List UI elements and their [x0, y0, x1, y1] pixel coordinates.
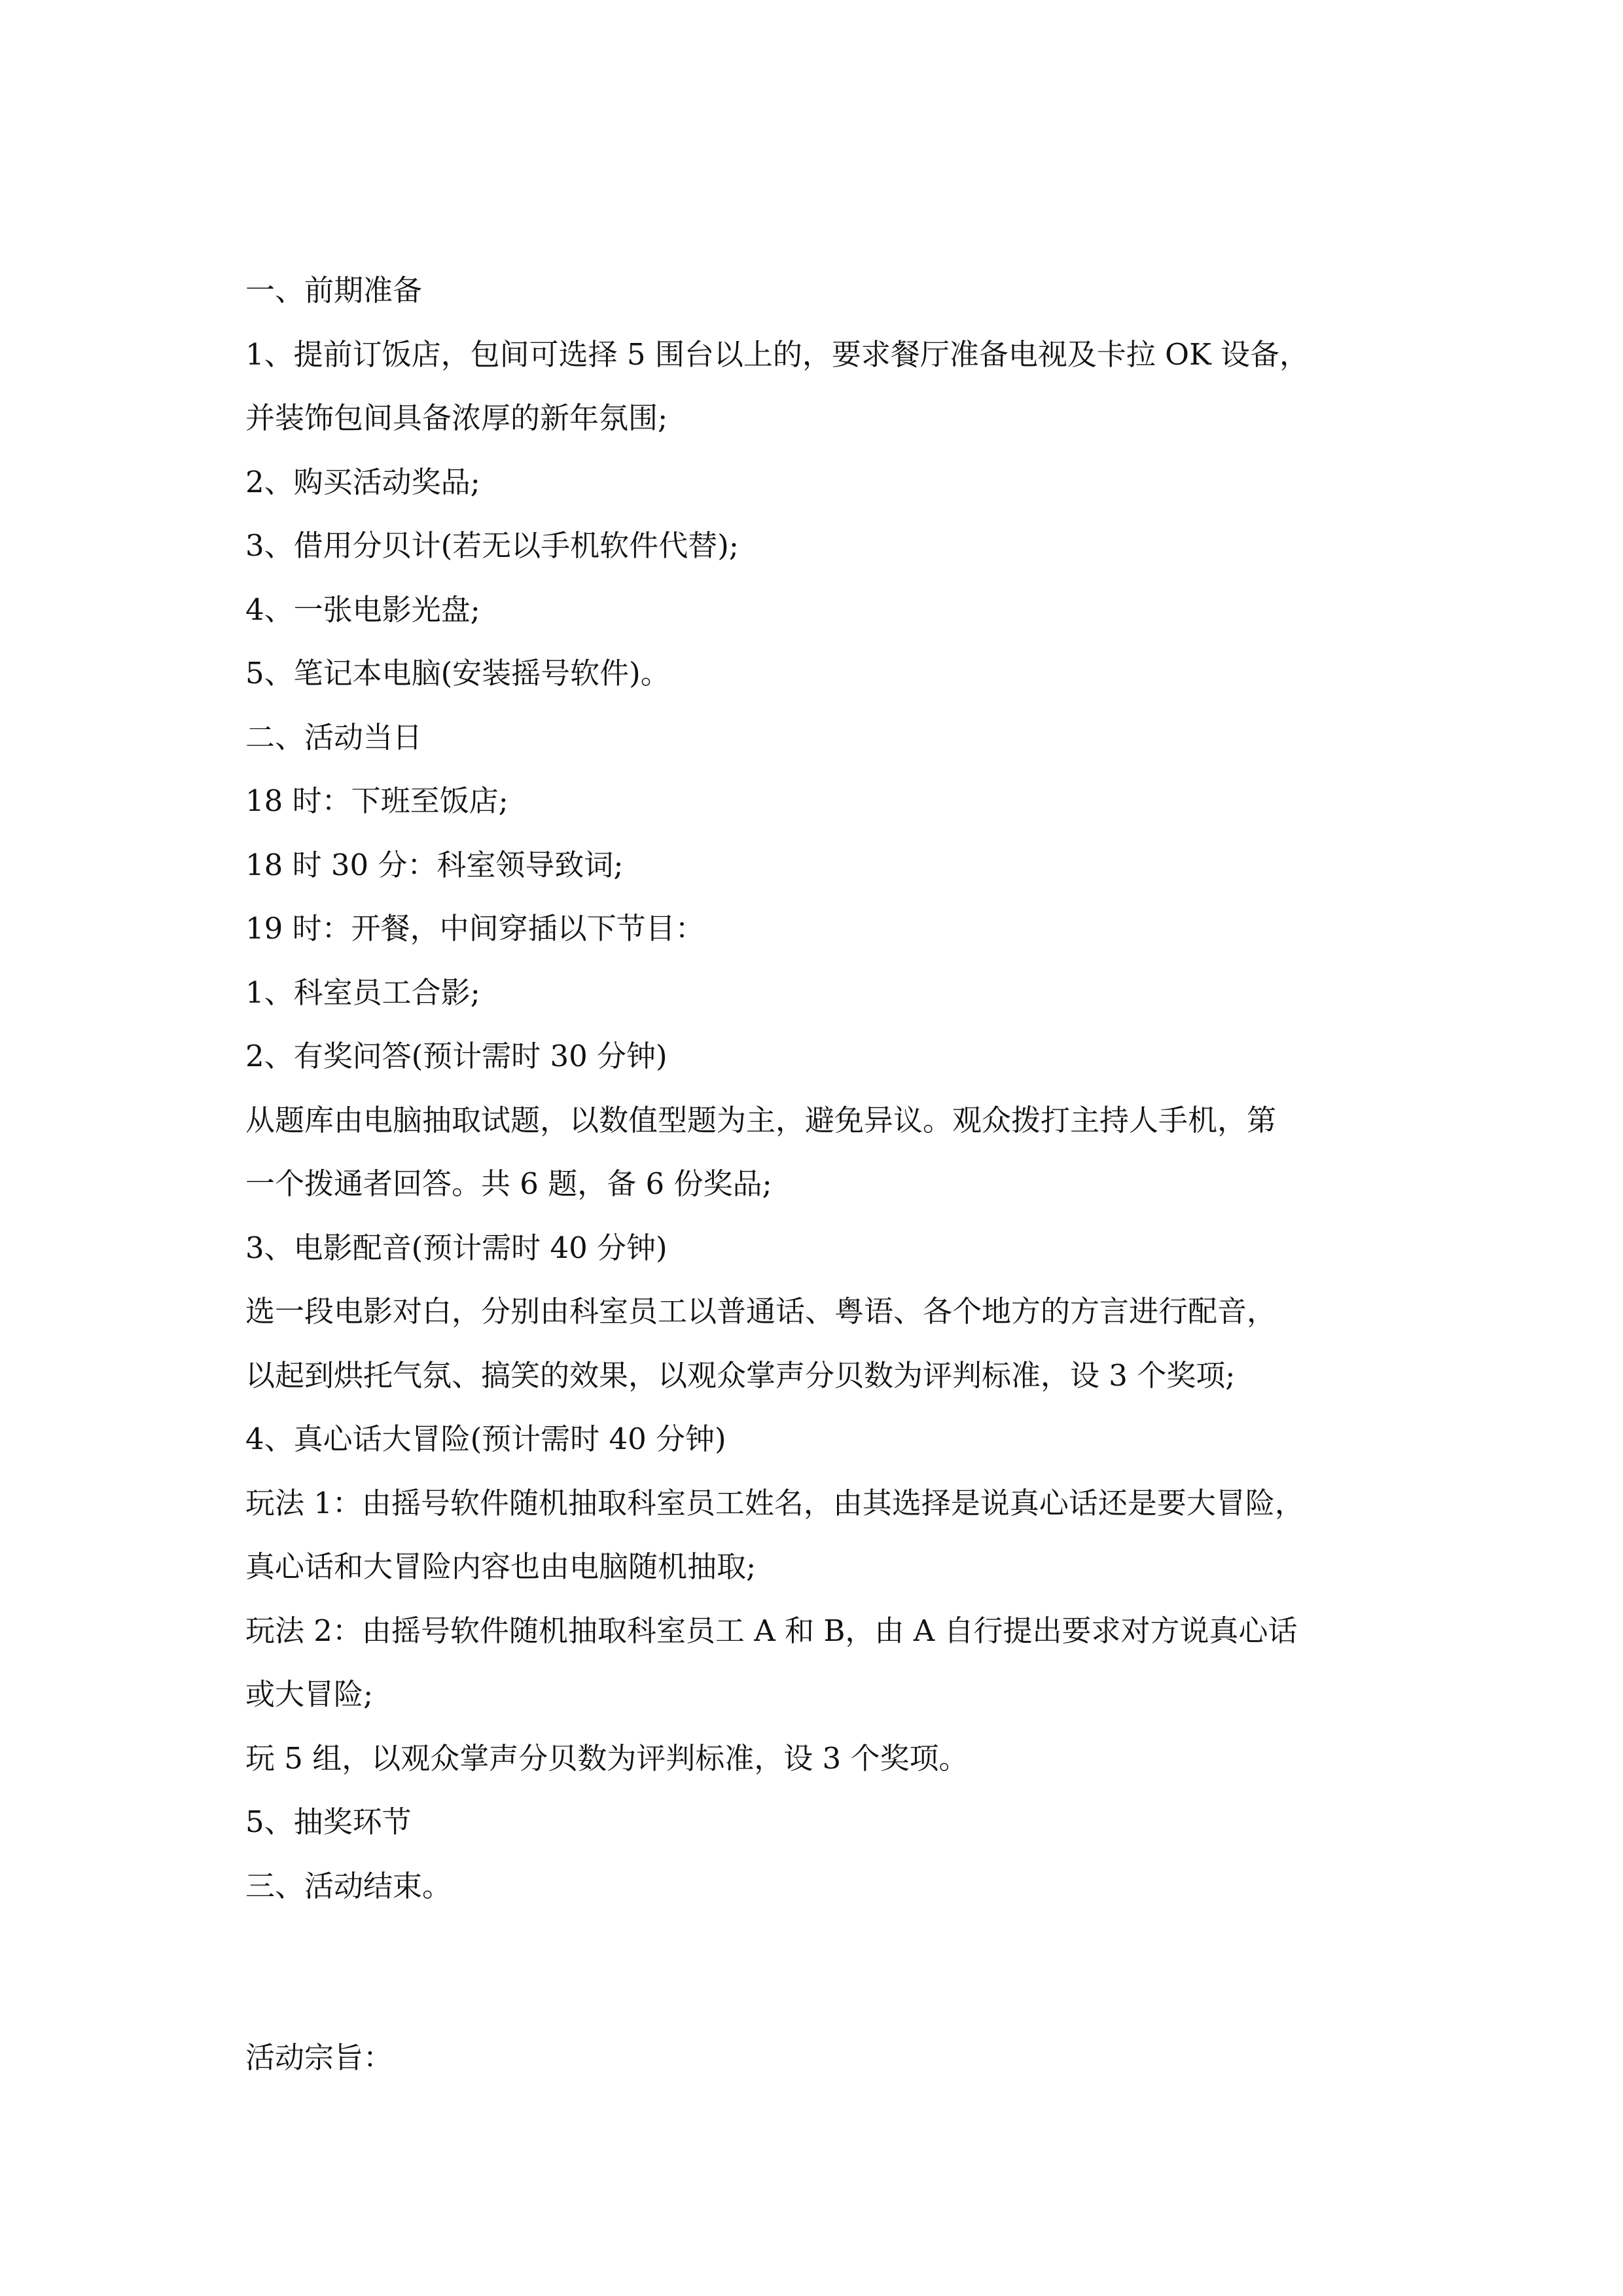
text-line: 或大冒险; — [245, 1677, 374, 1712]
text-line: 18 时：下班至饭店; — [245, 783, 508, 818]
text-line: 2、有奖问答(预计需时 30 分钟) — [245, 1039, 668, 1073]
text-line: 18 时 30 分：科室领导致词; — [245, 847, 624, 882]
text-line: 4、真心话大冒险(预计需时 40 分钟) — [245, 1422, 726, 1456]
text-line: 玩 5 组，以观众掌声分贝数为评判标准，设 3 个奖项。 — [245, 1740, 969, 1776]
text-line: 5、抽奖环节 — [245, 1804, 412, 1839]
text-line: 选一段电影对白，分别由科室员工以普通话、粤语、各个地方的方言进行配音， — [245, 1294, 1277, 1329]
section-heading-event-day: 二、活动当日 — [245, 719, 423, 755]
text-line: 一个拨通者回答。共 6 题，备 6 份奖品; — [245, 1166, 772, 1201]
text-line: 1、提前订饭店，包间可选择 5 围台以上的，要求餐厅准备电视及卡拉 OK 设备， — [245, 336, 1309, 372]
text-line: 从题库由电脑抽取试题，以数值型题为主，避免异议。观众拨打主持人手机，第 — [245, 1102, 1277, 1138]
text-line: 4、一张电影光盘; — [245, 592, 480, 627]
section-heading-event-end: 三、活动结束。 — [245, 1868, 452, 1903]
text-line: 5、笔记本电脑(安装摇号软件)。 — [245, 656, 670, 691]
paragraph-gap — [245, 1918, 1397, 2026]
text-line: 2、购买活动奖品; — [245, 464, 480, 499]
section-heading-purpose: 活动宗旨： — [245, 2040, 393, 2075]
section-heading-preparation: 一、前期准备 — [245, 273, 423, 308]
text-line: 3、借用分贝计(若无以手机软件代替); — [245, 528, 739, 563]
text-line: 玩法 2：由摇号软件随机抽取科室员工 A 和 B，由 A 自行提出要求对方说真心话 — [245, 1613, 1298, 1648]
text-line: 1、科室员工合影; — [245, 975, 480, 1010]
text-line: 并装饰包间具备浓厚的新年氛围; — [245, 401, 668, 435]
text-line: 玩法 1：由摇号软件随机抽取科室员工姓名，由其选择是说真心话还是要大冒险， — [245, 1485, 1304, 1520]
text-line: 3、电影配音(预计需时 40 分钟) — [245, 1230, 668, 1265]
text-line: 真心话和大冒险内容也由电脑随机抽取; — [245, 1549, 757, 1584]
text-line: 19 时：开餐，中间穿插以下节目： — [245, 911, 705, 946]
text-line: 以起到烘托气氛、搞笑的效果，以观众掌声分贝数为评判标准，设 3 个奖项; — [245, 1357, 1236, 1393]
document-body — [245, 259, 1397, 2090]
